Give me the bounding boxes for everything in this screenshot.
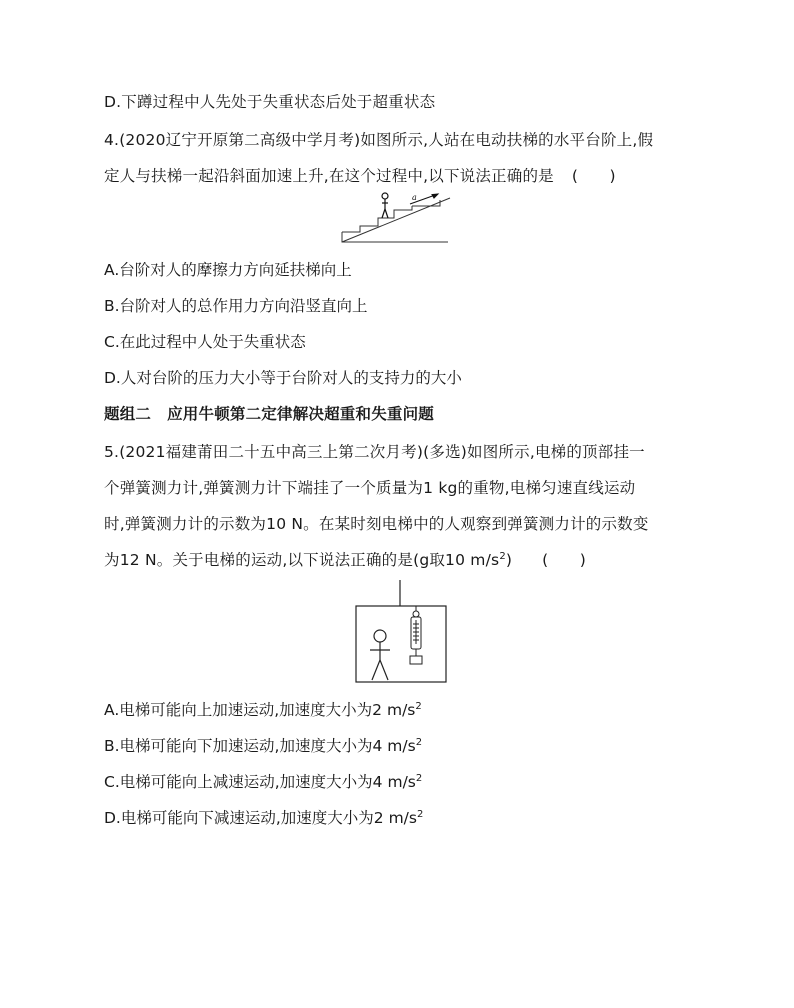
q4-option-b: B.台阶对人的总作用力方向沿竖直向上: [104, 297, 368, 315]
q5-option-b-exp: 2: [415, 737, 423, 748]
q5-stem-exponent: 2: [499, 551, 506, 562]
q5-answer-paren: ( ): [542, 551, 587, 569]
q4-option-d: D.人对台阶的压力大小等于台阶对人的支持力的大小: [104, 369, 462, 387]
q4-stem-line1: 4.(2020辽宁开原第二高级中学月考)如图所示,人站在电动扶梯的水平台阶上,假: [104, 131, 654, 149]
q5-option-c: [104, 772, 422, 792]
q5-option-d-text: D.电梯可能向下减速运动,加速度大小为2 m/s: [104, 809, 417, 827]
escalator-steps: [342, 198, 450, 242]
q5-option-c-text: C.电梯可能向上减速运动,加速度大小为4 m/s: [104, 773, 416, 791]
q5-option-d: [104, 808, 423, 828]
q4-stem-line2: [104, 166, 616, 186]
q3-option-d: D.下蹲过程中人先处于失重状态后处于超重状态: [104, 93, 436, 111]
person-in-elevator: [370, 630, 390, 680]
section-title: 应用牛顿第二定律解决超重和失重问题: [167, 405, 435, 423]
q4-stem-text: 定人与扶梯一起沿斜面加速上升,在这个过程中,以下说法正确的是: [104, 167, 554, 185]
spring-scale-icon: [410, 606, 422, 664]
q5-stem-line4: [104, 550, 586, 570]
q5-option-d-exp: 2: [416, 809, 424, 820]
q4-answer-paren: ( ): [571, 167, 616, 185]
section-heading: [104, 404, 434, 424]
q5-option-a-exp: 2: [415, 701, 422, 712]
q5-option-a-text: A.电梯可能向上加速运动,加速度大小为2 m/s: [104, 701, 416, 719]
q5-option-a: [104, 700, 422, 720]
q5-stem-line3: 时,弹簧测力计的示数为10 N。在某时刻电梯中的人观察到弹簧测力计的示数变: [104, 515, 649, 533]
q5-stem-text: 为12 N。关于电梯的运动,以下说法正确的是(g取10 m/s: [104, 551, 500, 569]
q4-option-a: A.台阶对人的摩擦力方向延扶梯向上: [104, 261, 352, 279]
q5-stem-close: ): [505, 551, 513, 569]
q5-option-c-exp: 2: [415, 773, 423, 784]
q4-option-c: C.在此过程中人处于失重状态: [104, 333, 306, 351]
q5-stem-line2: 个弹簧测力计,弹簧测力计下端挂了一个质量为1 kg的重物,电梯匀速直线运动: [104, 479, 636, 497]
person-on-step: [382, 193, 388, 218]
escalator-figure: [338, 192, 458, 252]
q5-option-b-text: B.电梯可能向下加速运动,加速度大小为4 m/s: [104, 737, 416, 755]
elevator-figure: [354, 580, 450, 686]
q5-stem-line1: 5.(2021福建莆田二十五中高三上第二次月考)(多选)如图所示,电梯的顶部挂一: [104, 443, 645, 461]
elevator-cabin: [356, 580, 446, 682]
section-label: 题组二: [104, 405, 152, 423]
acceleration-label: a: [412, 193, 417, 202]
q5-option-b: [104, 736, 422, 756]
